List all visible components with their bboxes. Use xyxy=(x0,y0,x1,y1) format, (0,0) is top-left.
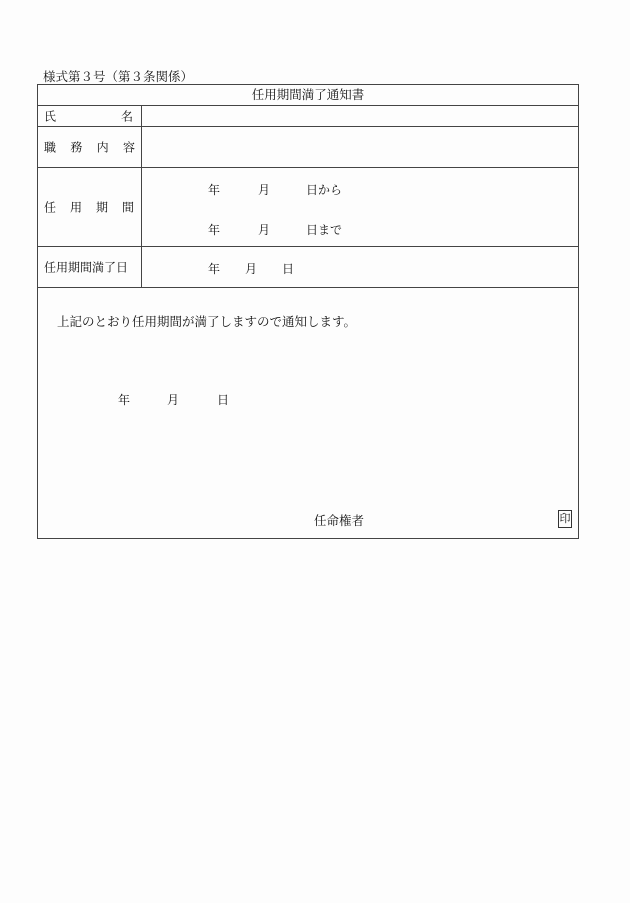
name-label-char-2: 名 xyxy=(120,109,133,123)
name-row xyxy=(38,105,578,127)
notice-date-day: 日 xyxy=(217,393,230,407)
name-value-field[interactable] xyxy=(142,105,578,126)
period-to-year: 年 xyxy=(208,223,221,237)
form-number: 様式第３号（第３条関係） xyxy=(43,69,194,84)
notice-text: 上記のとおり任用期間が満了しますので通知します。 xyxy=(57,314,357,329)
end-date-label-text: 任用期間満了日 xyxy=(44,260,129,274)
period-label-char-2: 用 xyxy=(69,200,82,214)
duties-value-field[interactable] xyxy=(142,126,578,167)
end-date-year: 年 xyxy=(208,262,221,276)
form-title: 任用期間満了通知書 xyxy=(38,85,578,106)
seal-mark: 印 xyxy=(558,510,572,528)
duties-row xyxy=(38,126,578,168)
notice-date-month: 月 xyxy=(167,393,180,407)
period-label xyxy=(38,167,142,246)
name-label xyxy=(38,105,142,126)
end-date-month: 月 xyxy=(245,262,258,276)
period-from-year: 年 xyxy=(208,183,221,197)
period-label-char-4: 間 xyxy=(121,200,134,214)
period-to-day: 日まで xyxy=(306,223,343,237)
notification-form xyxy=(37,84,579,539)
duties-label-char-2: 務 xyxy=(70,140,83,154)
duties-label xyxy=(38,126,142,167)
period-row xyxy=(38,167,578,247)
end-date-label xyxy=(38,246,142,287)
period-to-month: 月 xyxy=(258,223,271,237)
period-from-month: 月 xyxy=(258,183,271,197)
name-label-char-1: 氏 xyxy=(44,109,57,123)
duties-label-char-4: 容 xyxy=(122,140,135,154)
notice-date-year: 年 xyxy=(118,393,131,407)
period-label-char-3: 期 xyxy=(95,200,108,214)
end-date-day: 日 xyxy=(282,262,295,276)
end-date-row xyxy=(38,246,578,288)
appointer-label: 任命権者 xyxy=(314,513,365,528)
duties-label-char-1: 職 xyxy=(44,140,57,154)
duties-label-char-3: 内 xyxy=(96,140,109,154)
period-from-day: 日から xyxy=(306,183,343,197)
period-label-char-1: 任 xyxy=(44,200,57,214)
